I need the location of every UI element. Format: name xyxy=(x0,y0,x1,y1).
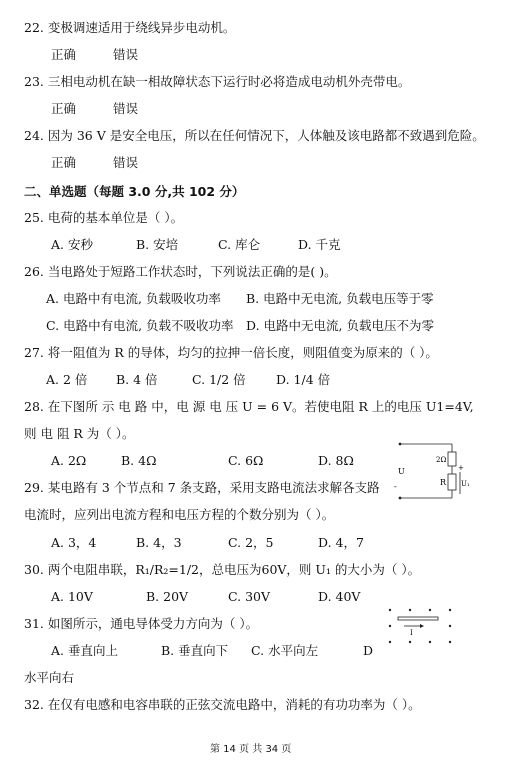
question-32-text: 32. 在仅有电感和电容串联的正弦交流电路中，消耗的有功功率为（ ）。 xyxy=(24,697,421,712)
option-b: B. 电路中无电流, 负载电压等于零 xyxy=(246,291,434,306)
option-b: B. 20V xyxy=(146,589,189,604)
option-d: D. 4，7 xyxy=(318,535,364,550)
option-a: A. 2Ω xyxy=(51,453,87,468)
conductor-bar xyxy=(398,617,438,620)
question-29-text-line1: 29. 某电路有 3 个节点和 7 条支路，采用支路电流法求解各支路 xyxy=(24,480,380,495)
voltage-u1-label: U₁ xyxy=(461,480,470,488)
option-true: 正确 xyxy=(51,155,77,170)
option-c: C. 库仑 xyxy=(218,237,261,252)
option-d: D. 1/4 倍 xyxy=(276,372,331,387)
voltage-u-label: U xyxy=(398,467,405,476)
section-heading: 二、单选题（每题 3.0 分,共 102 分） xyxy=(24,184,245,199)
question-24-text: 24. 因为 36 V 是安全电压，所以在任何情况下，人体触及该电路都不致遇到危险。 xyxy=(24,128,485,143)
option-false: 错误 xyxy=(113,101,139,116)
option-b: B. 安培 xyxy=(136,237,179,252)
question-23-text: 23. 三相电动机在缺一相故障状态下运行时必将造成电动机外壳带电。 xyxy=(24,74,411,89)
option-b: B. 垂直向下 xyxy=(161,643,229,658)
option-c: C. 30V xyxy=(228,589,270,604)
option-d: D xyxy=(363,643,374,658)
option-a: A. 垂直向上 xyxy=(51,643,118,658)
page-footer: 第 14 页 共 34 页 xyxy=(210,744,292,755)
question-26-text: 26. 当电路处于短路工作状态时，下列说法正确的是( )。 xyxy=(24,264,337,279)
option-true: 正确 xyxy=(51,47,77,62)
option-false: 错误 xyxy=(113,47,139,62)
magnetic-field-diagram xyxy=(384,604,460,648)
option-c: C. 电路中有电流, 负载不吸收功率 xyxy=(46,318,234,333)
question-28-text-line1: 28. 在下图所 示 电 路 中，电 源 电 压 U = 6 V。若使电阻 R 上的电压 U1=4V, xyxy=(24,399,474,414)
option-a: A. 10V xyxy=(51,589,93,604)
option-a: A. 安秒 xyxy=(51,237,93,252)
question-28-text-line2: 则 电 阻 R 为（ ）。 xyxy=(24,426,135,441)
question-27-text: 27. 将一阻值为 R 的导体，均匀的拉抻一倍长度，则阻值变为原来的（ ）。 xyxy=(24,345,438,360)
option-c: C. 6Ω xyxy=(228,453,264,468)
option-d: D. 40V xyxy=(318,589,361,604)
option-b: B. 4 倍 xyxy=(116,372,158,387)
question-31-text: 31. 如图所示，通电导体受力方向为（ ）。 xyxy=(24,616,259,631)
option-d: D. 8Ω xyxy=(318,453,354,468)
current-i-label: I xyxy=(410,629,413,637)
circuit-diagram xyxy=(390,440,470,502)
option-a: A. 3，4 xyxy=(51,535,97,550)
option-false: 错误 xyxy=(113,155,139,170)
option-true: 正确 xyxy=(51,101,77,116)
option-d: D. 千克 xyxy=(298,237,341,252)
arrow-right-icon xyxy=(420,624,424,628)
plus-sign: + xyxy=(458,464,464,472)
option-c: C. 2，5 xyxy=(228,535,274,550)
question-30-text: 30. 两个电阻串联，R₁/R₂=1/2，总电压为60V，则 U₁ 的大小为（ ）。 xyxy=(24,562,421,577)
option-a: A. 电路中有电流, 负载吸收功率 xyxy=(46,291,221,306)
option-d: D. 电路中无电流, 负载电压不为零 xyxy=(246,318,434,333)
resistor-r-label: R xyxy=(440,478,447,487)
minus-sign: - xyxy=(394,482,397,491)
option-d-continued: 水平向右 xyxy=(24,670,75,685)
option-c: C. 水平向左 xyxy=(251,643,319,658)
question-29-text-line2: 电流时，应列出电流方程和电压方程的个数分别为（ ）。 xyxy=(24,507,335,522)
option-a: A. 2 倍 xyxy=(46,372,88,387)
question-25-text: 25. 电荷的基本单位是（ ）。 xyxy=(24,210,184,225)
option-b: B. 4Ω xyxy=(121,453,157,468)
question-22-text: 22. 变极调速适用于绕线异步电动机。 xyxy=(24,20,236,35)
option-c: C. 1/2 倍 xyxy=(192,372,246,387)
option-b: B. 4，3 xyxy=(136,535,182,550)
resistor-2ohm-label: 2Ω xyxy=(436,456,447,464)
